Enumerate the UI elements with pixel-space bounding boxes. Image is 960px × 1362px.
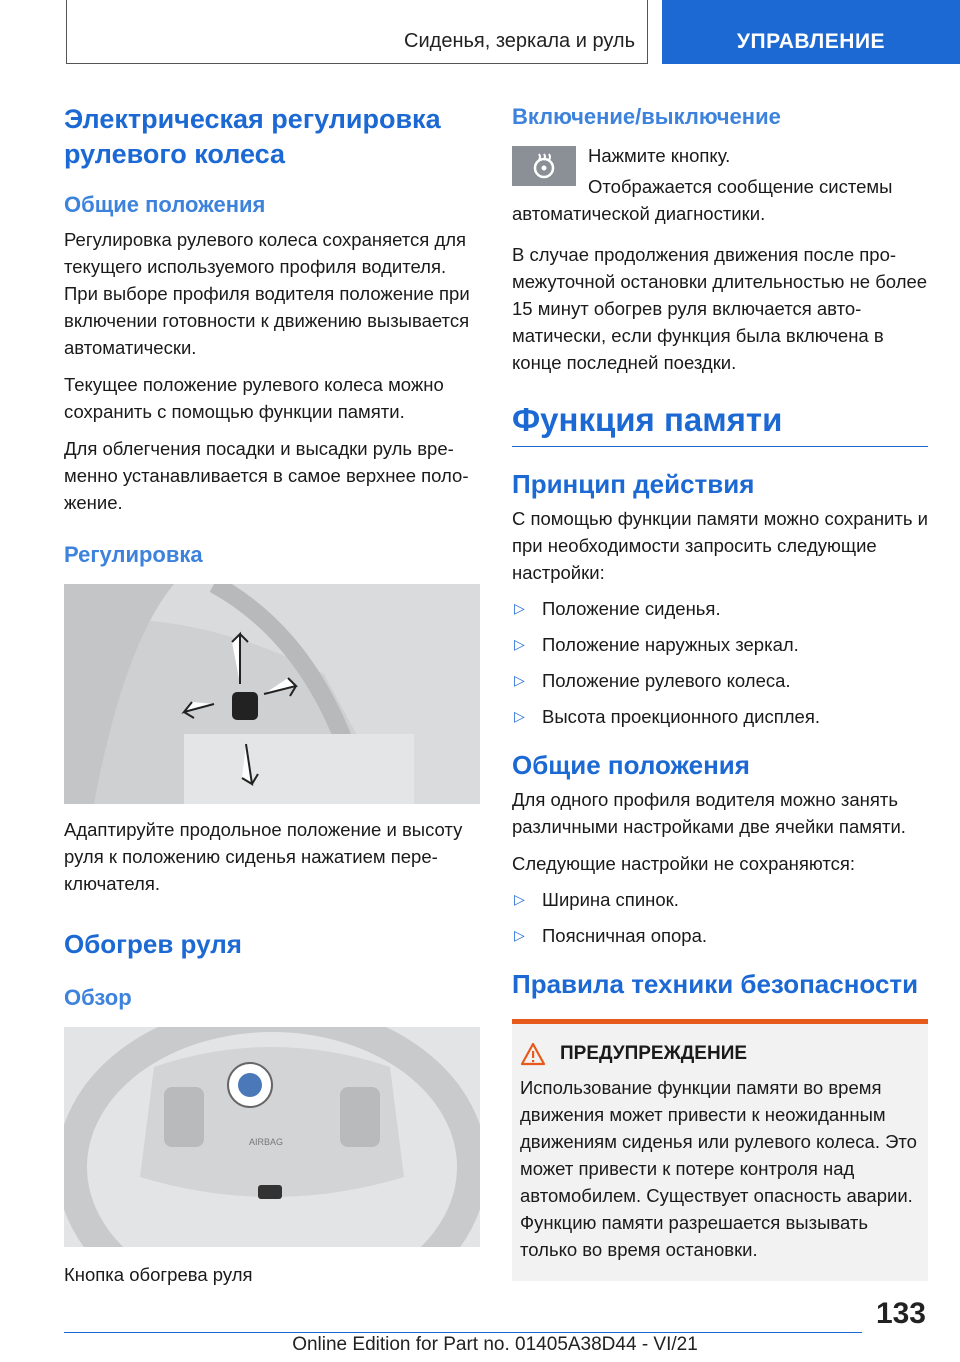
heading-memory-function: Функция памяти: [512, 401, 783, 438]
list-item: ▷ Ширина спинок.: [512, 886, 928, 913]
paragraph-press-button: Нажмите кнопку.: [588, 145, 731, 166]
triangle-bullet-icon: ▷: [514, 891, 525, 907]
triangle-bullet-icon: ▷: [514, 708, 525, 724]
paragraph-memory-save: Текущее положение рулевого колеса можно сохранить с помощью функции памяти.: [64, 374, 444, 422]
header-section-box: [66, 0, 648, 64]
footer-divider: [64, 1332, 862, 1333]
footer-edition[interactable]: Online Edition for Part no. 01405A38D44 - VI/21: [292, 1334, 698, 1355]
warning-triangle-icon: [520, 1042, 546, 1066]
page-number: 133: [875, 1297, 926, 1330]
warning-text: Использование функции памяти во время движения может привести к неожиданным движениям сиденья или рулевого колеса. Это может привести к потере контроля над автомобилем. Существует опасность аварии. Функцию памяти разрешается вызывать только во время остановки.: [520, 1077, 917, 1260]
paragraph-not-saved: Следующие настройки не сохраняются:: [512, 853, 856, 874]
not-saved-list: [512, 886, 928, 949]
paragraph-entry-exit: Для облегчения посадки и высадки руль временно устанавливается в самое верхнее положение.: [64, 438, 469, 513]
list-item: ▷ Положение наружных зеркал.: [512, 631, 928, 658]
heading-general-memory: Общие положения: [512, 750, 750, 780]
right-column: [512, 100, 928, 1281]
subheading-on-off: Включение/выключение: [512, 104, 781, 129]
subheading-overview: Обзор: [64, 985, 132, 1010]
heading-steering-heating: Обогрев руля: [64, 929, 242, 959]
airbag-label: AIRBAG: [249, 1137, 284, 1147]
memory-settings-list: [512, 595, 928, 730]
warning-title: ПРЕДУПРЕЖДЕНИЕ: [560, 1043, 748, 1064]
left-column: [64, 100, 480, 1288]
caption-heating-button: Кнопка обогрева руля: [64, 1264, 253, 1285]
triangle-bullet-icon: ▷: [514, 600, 525, 616]
header-section-title: Сиденья, зеркала и руль: [404, 30, 635, 52]
steering-heating-button-icon: [512, 146, 576, 186]
triangle-bullet-icon: ▷: [514, 927, 525, 943]
triangle-bullet-icon: ▷: [514, 672, 525, 688]
header-chapter-tab[interactable]: УПРАВЛЕНИЕ: [662, 0, 960, 64]
paragraph-adjustment-saved: Регулировка рулевого колеса сохраняется для текущего используемого профиля водителя. При выборе профиля водителя положение при включении готовности к движению вызывается автоматически.: [64, 229, 470, 358]
heading-electric-adjustment: Электрическая регулировка рулевого колеса: [64, 104, 441, 169]
subheading-adjustment: Регулировка: [64, 542, 203, 567]
list-item: ▷ Положение рулевого колеса.: [512, 667, 928, 694]
triangle-bullet-icon: ▷: [514, 636, 525, 652]
subheading-general: Общие положения: [64, 192, 266, 217]
paragraph-memory-intro: С помощью функции памяти можно сохранить и при необходимости запросить следующие настройки:: [512, 508, 928, 583]
heading-principle: Принцип действия: [512, 469, 755, 499]
heading-safety-rules: Правила техники безопасности: [512, 969, 919, 999]
paragraph-two-slots: Для одного профиля водителя можно занять различными настройками две ячейки памяти.: [512, 789, 906, 837]
list-item: ▷ Высота проекционного дисплея.: [512, 703, 928, 730]
steering-adjustment-photo: [64, 584, 480, 804]
list-item: ▷ Поясничная опора.: [512, 922, 928, 949]
steering-wheel-photo: [64, 1027, 480, 1247]
paragraph-auto-heating: В случае продолжения движения после промежуточной остановки длительностью не более 15 минут обогрев руля включается автоматически, если функция была включена в конце последней поездки.: [512, 244, 928, 373]
caption-adjust-steering: Адаптируйте продольное положение и высоту руля к положению сиденья нажатием переключателя.: [64, 819, 463, 894]
paragraph-check-control: Отображается сообщение системы автоматической диагностики.: [512, 176, 893, 224]
warning-box: [512, 1019, 928, 1281]
list-item: ▷ Положение сиденья.: [512, 595, 928, 622]
